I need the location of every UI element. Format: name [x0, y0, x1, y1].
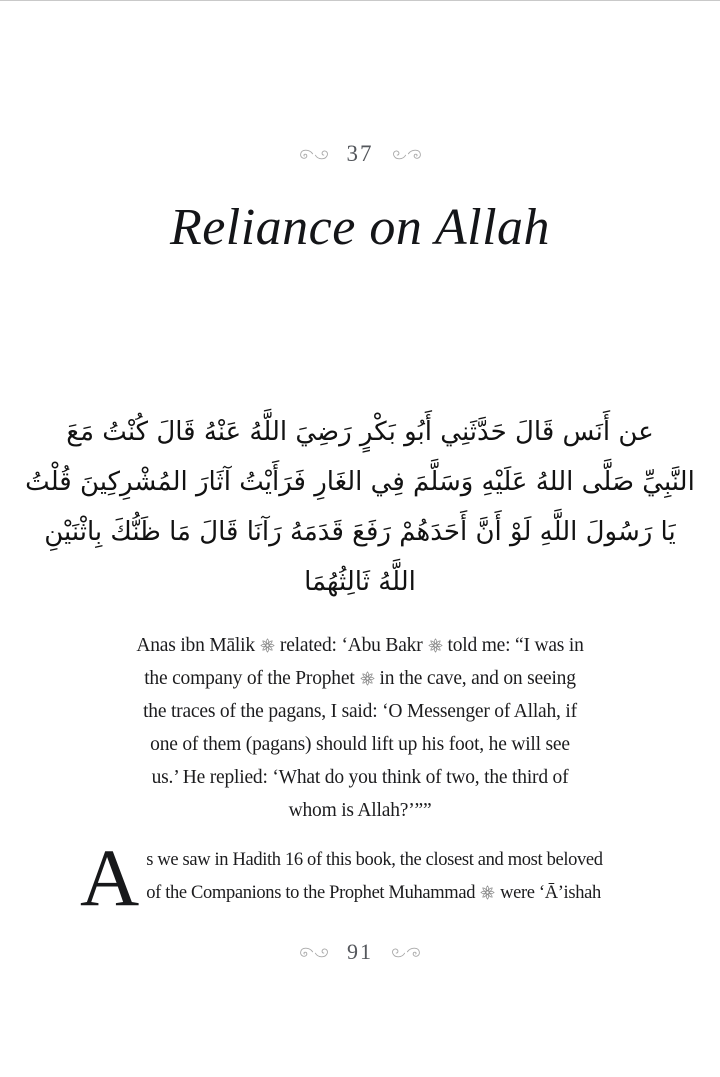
chapter-number: 37 — [346, 141, 374, 166]
translation-line — [0, 662, 720, 695]
sallallahu-alayhi-wasallam-medallion-icon — [360, 671, 375, 686]
hadith-arabic-line: يَا رَسُولَ اللَّهِ لَوْ أَنَّ أَحَدَهُمْ رَفَعَ قَدَمَهُ رَآنَا قَالَ مَا ظَنُّكَ بِاثْنَيْنِ — [44, 517, 676, 547]
commentary-paragraph — [80, 832, 648, 923]
translation-line: whom is Allah?’”” — [288, 800, 432, 821]
hadith-arabic-line: اللَّهُ ثَالِثُهُمَا — [304, 567, 416, 597]
commentary-text: of the Companions to the Prophet Muhammad — [146, 883, 476, 903]
hadith-arabic-line: النَّبِيِّ صَلَّى اللهُ عَلَيْهِ وَسَلَّمَ فِي الغَارِ فَرَأَيْتُ آثَارَ المُشْرِكِينَ قُلْتُ — [25, 467, 695, 497]
chapter-number-header — [0, 141, 720, 167]
hadith-arabic-text — [0, 407, 720, 607]
hadith-translation — [0, 629, 720, 827]
radiyallahu-anhu-medallion-icon — [428, 638, 443, 653]
swirl-ornament-left-icon — [299, 149, 329, 160]
translation-text: told me: “I was in — [447, 635, 584, 656]
page-number-footer — [0, 939, 720, 965]
sallallahu-alayhi-wasallam-medallion-icon — [480, 885, 495, 900]
swirl-ornament-left-icon — [299, 947, 329, 958]
commentary-lines — [146, 844, 602, 910]
translation-line: us.’ He replied: ‘What do you think of two, the third of — [151, 767, 569, 788]
chapter-title: Reliance on Allah — [169, 199, 551, 256]
commentary-line — [146, 877, 602, 910]
translation-line: the traces of the pagans, I said: ‘O Messenger of Allah, if — [143, 701, 577, 722]
translation-text: the company of the Prophet — [144, 668, 355, 689]
page-number: 91 — [347, 939, 373, 964]
commentary-line: s we saw in Hadith 16 of this book, the closest and most beloved — [146, 850, 603, 870]
radiyallahu-anhu-medallion-icon — [260, 638, 275, 653]
commentary-text: were ‘Ā’ishah — [500, 883, 601, 903]
hadith-arabic-line: عن أَنَس قَالَ حَدَّثَنِي أَبُو بَكْرٍ رَضِيَ اللَّهُ عَنْهُ قَالَ كُنْتُ مَعَ — [66, 417, 654, 447]
translation-line — [0, 629, 720, 662]
drop-cap: A — [80, 832, 140, 923]
translation-text: Anas ibn Mālik — [136, 635, 255, 656]
swirl-ornament-right-icon — [392, 149, 422, 160]
translation-text: related: ‘Abu Bakr — [279, 635, 423, 656]
translation-text: in the cave, and on seeing — [379, 668, 576, 689]
swirl-ornament-right-icon — [391, 947, 421, 958]
translation-line: one of them (pagans) should lift up his foot, he will see — [150, 734, 570, 755]
